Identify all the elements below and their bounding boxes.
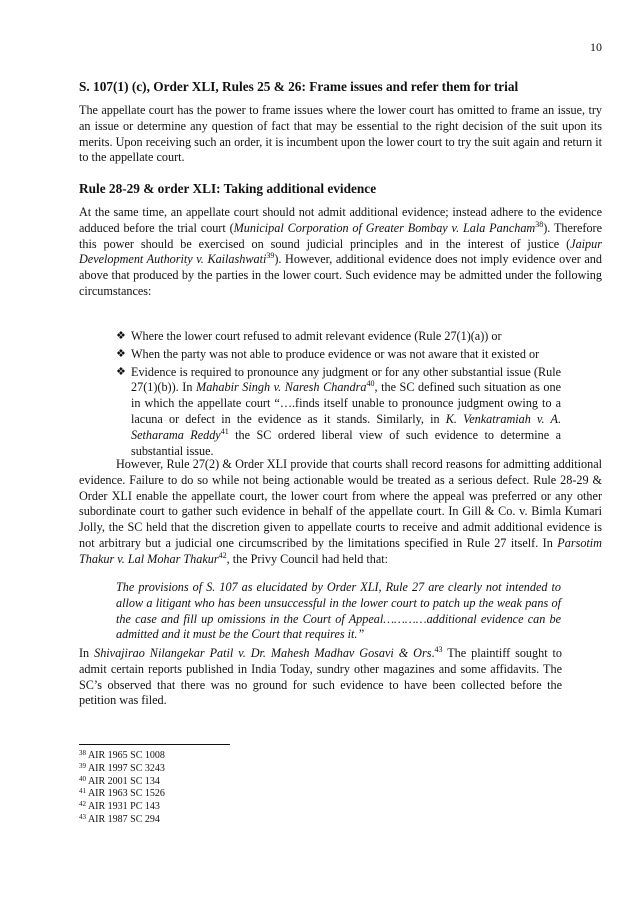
case-name: Parsotim Thakur v. Lal Mohar Thakur [79, 535, 602, 566]
footnote [79, 788, 165, 801]
footnote-ref[interactable]: 42 [218, 550, 227, 560]
footnote [79, 776, 165, 789]
text-span: , the Privy Council had held that: [226, 551, 389, 566]
footnote [79, 814, 165, 827]
paragraph-rule-27 [79, 457, 602, 568]
circumstances-list [116, 329, 561, 461]
footnote-ref[interactable]: 39 [266, 251, 275, 261]
case-name: Mahabir Singh v. Naresh Chandra [196, 380, 367, 395]
footnote-number: 38 [79, 749, 86, 757]
diamond-bullet-icon: ❖ [116, 365, 126, 378]
footnote-number: 40 [79, 774, 86, 783]
text-span: However, Rule 27(2) & Order XLI provide that courts shall record reasons for admitting additional evidence. Failure to do so while not being actionable would be treated as a serious defect. Rule 28-29 & Order XLI enable the appellate court, the lower court from where the appeal was preferred or any other subordinate court to gather such evidence in behalf of the appellate court. In Gill & Co. v. Bimla Kumari Jolly, the SC held that the discretion given to appellate courts to receive and admit additional evidence is not arbitrary but a judicial one circumscribed by the limitations specified in Rule 27 itself. In [79, 457, 602, 550]
footnote [79, 763, 165, 776]
list-item [116, 329, 561, 345]
text-span: ). However, additional evidence does not imply evidence over and above that produced by the parties in the lower court. Such evidence may be admitted under the following circumstances: [79, 252, 602, 298]
list-item-text: , the SC defined such situation as one in which the appellate court “….finds itself unable to pronounce judgment owing to a lacuna or defect in the evidence as it stands. Similarly, in [131, 380, 561, 426]
paragraph-shivajirao [79, 646, 562, 709]
footnote-text: AIR 1965 SC 1008 [87, 750, 165, 761]
diamond-bullet-icon: ❖ [116, 330, 126, 342]
footnote-number: 39 [79, 761, 86, 770]
case-name: Shivajirao Nilangekar Patil v. Dr. Mahesh Madhav Gosavi & Ors [94, 646, 432, 660]
footnote-text: AIR 1987 SC 294 [87, 813, 160, 825]
list-item-text: Evidence is required to pronounce any judgment or for any other substantial issue (Rule 27(1)(b)). In [131, 364, 561, 395]
page-number: 10 [590, 40, 602, 54]
footnote-ref[interactable]: 41 [220, 426, 229, 436]
footnotes [79, 750, 165, 827]
case-name: Jaipur Development Authority v. Kailashwati [79, 236, 602, 267]
footnote-ref[interactable]: 38 [535, 219, 544, 229]
list-item-text: Where the lower court refused to admit relevant evidence (Rule 27(1)(a)) or [131, 329, 502, 343]
footnote-divider [79, 744, 230, 745]
footnote-number: 43 [79, 812, 86, 821]
footnote-text: AIR 2001 SC 134 [87, 775, 160, 787]
list-item-text: the SC ordered liberal view of such evidence to determine a substantial issue. [131, 427, 561, 458]
case-name: K. Venkatramiah v. A. Setharama Reddy [131, 411, 561, 442]
footnote-number: 41 [79, 787, 86, 796]
text-span: At the same time, an appellate court should not admit additional evidence; instead adhere to the evidence adduced before the trial court ( [79, 205, 602, 235]
paragraph-additional-evidence [79, 205, 602, 300]
paragraph-frame-issues: The appellate court has the power to frame issues where the lower court has omitted to frame an issue, try an issue or determine any question of fact that may be essential to the right decision of the suit upon its merits. Upon receiving such an order, it is incumbent upon the lower court to try the suit again and return it to the appellate court. [79, 103, 602, 165]
text-span: The plaintiff sought to admit certain reports published in India Today, sundry other magazines and some affidavits. The SC’s observed that there was no ground for such evidence to have been collected before the petition was filed. [79, 646, 562, 708]
footnote-ref[interactable]: 43 [434, 644, 443, 654]
footnote-text: AIR 1997 SC 3243 [87, 762, 165, 774]
list-item [116, 347, 561, 363]
footnote [79, 801, 165, 814]
section-heading-additional-evidence: Rule 28-29 & order XLI: Taking additional evidence [79, 181, 377, 196]
list-item-text: When the party was not able to produce evidence or was not aware that it existed or [131, 346, 540, 361]
diamond-bullet-icon: ❖ [116, 347, 126, 360]
block-quote: The provisions of S. 107 as elucidated by Order XLI, Rule 27 are clearly not intended to allow a litigant who has been unsuccessful in the lower court to patch up the weak pans of the case and fill up omissions in the Court of Appeal…………additional evidence can be admitted and it must be the Court that requires it.” [116, 580, 561, 642]
footnote-ref[interactable]: 40 [366, 379, 375, 389]
case-name: Municipal Corporation of Greater Bombay v. Lala Pancham [233, 220, 536, 235]
footnote-text: AIR 1963 SC 1526 [87, 788, 165, 800]
footnote [79, 750, 165, 763]
list-item [116, 365, 561, 460]
section-heading-frame-issues: S. 107(1) (c), Order XLI, Rules 25 & 26: Frame issues and refer them for trial [79, 79, 519, 94]
footnote-text: AIR 1931 PC 143 [87, 801, 160, 813]
footnote-number: 42 [79, 800, 86, 809]
text-span: In [79, 646, 95, 660]
text-span: ). Therefore this power should be exercised on sound judicial principles and in the interest of justice ( [79, 220, 603, 251]
text-span: . [431, 646, 435, 660]
